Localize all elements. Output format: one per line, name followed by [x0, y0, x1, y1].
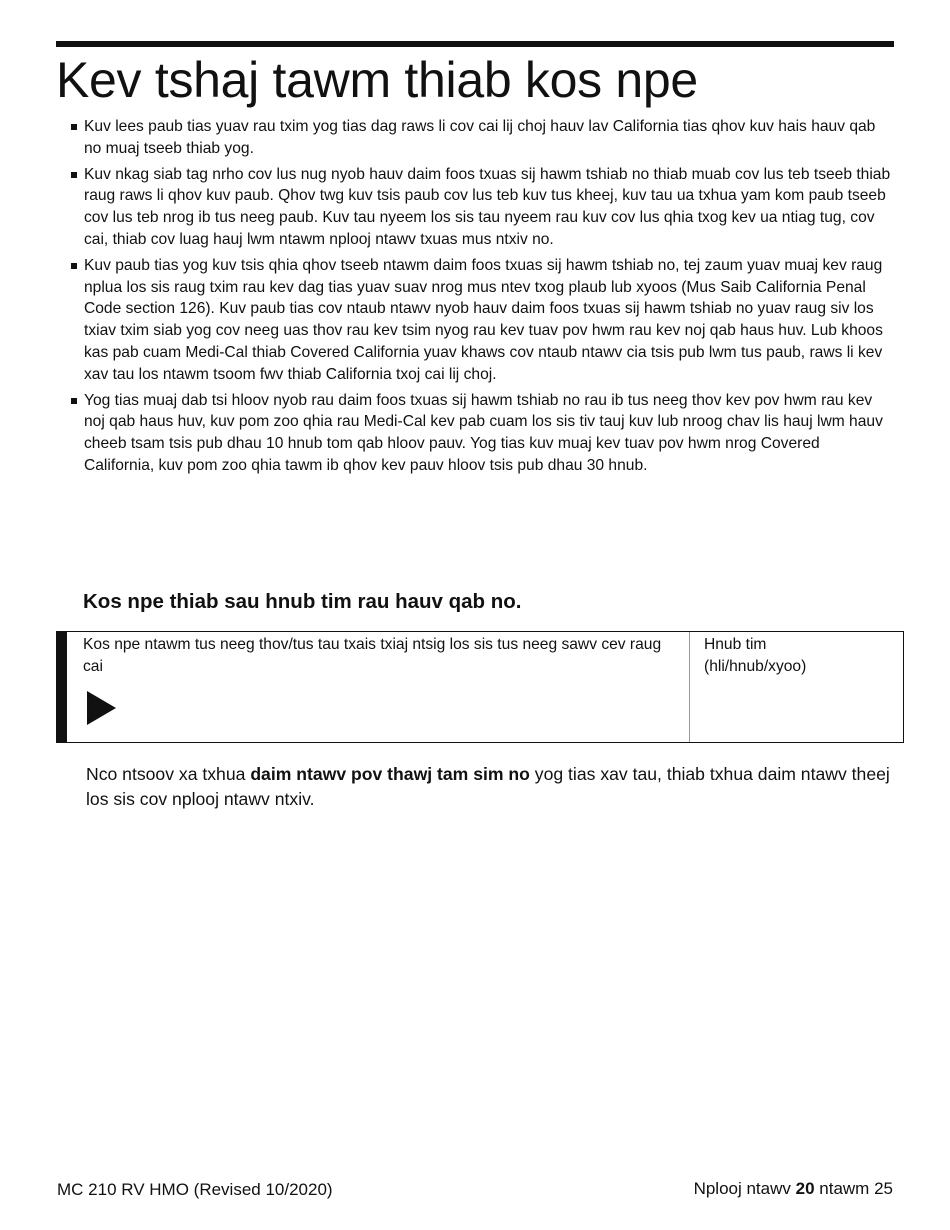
list-item-text: Kuv nkag siab tag nrho cov lus nug nyob hauv daim foos txuas sij hawm tshiab no thiab muab cov lus teb tseeb thiab raug raws li qhov kuv paub. Qhov twg kuv tsis paub cov lus teb kuv tus kheej, kuv tau ua txhua yam kom paub tseeb cov lus teb nrog ib tus neeg paub. Kuv tau nyeem los sis tau nyeem rau kuv cov lus qhia txog kev ua ntiag tug, cov cai, thiab cov luag hauj lwm ntawm nplooj ntawv txuas mus ntxiv no.: [84, 165, 891, 248]
list-item-text: Kuv lees paub tias yuav rau txim yog tias dag raws li cov cai lij choj hauv lav California tias qhov kuv hais hauv qab no muaj tseeb thiab yog.: [84, 118, 876, 157]
signature-label: Kos npe ntawm tus neeg thov/tus tau txais txiaj ntsig los sis tus neeg sawv cev raug cai: [83, 636, 662, 675]
list-item-text: Kuv paub tias yog kuv tsis qhia qhov tseeb ntawm daim foos txuas sij hawm tshiab no, tej zaum yuav muaj kev raug nplua los sis raug txim rau kev dag tias yuav suav nrog mus ntev txog plaub lub xyoos (Mus Saib California Penal Code section 126). Kuv paub tias cov ntaub ntawv nyob hauv daim foos txuas sij hawm tshiab no yuav raug siv los txiav txim siab yog cov neeg uas thov rau kev tsim nyog rau kev tuav pov hwm rau kev noj qab haus huv. Lub khoos kas pab cuam Medi-Cal thiab Covered California yuav khaws cov ntaub ntawv cia tsis pub lwm tus paub, raws li kev xav tau los ntawm tsoom fwv thiab California txoj cai lij choj.: [84, 256, 883, 383]
date-label: Hnub tim: [704, 636, 767, 653]
form-identifier: MC 210 RV HMO (Revised 10/2020): [57, 1180, 333, 1199]
page-middle: ntawm: [814, 1179, 875, 1198]
square-bullet-icon: [71, 263, 77, 269]
submission-note: [86, 762, 898, 811]
declaration-list: [56, 116, 892, 481]
date-field[interactable]: [704, 634, 884, 678]
list-item-text: Yog tias muaj dab tsi hloov nyob rau daim foos txuas sij hawm tshiab no rau ib tus neeg thov kev pov hwm rau kev noj qab haus huv, kuv pom zoo qhia rau Medi-Cal kev pab cuam los sis tiv tauj kuv lub nroog chav lis hauj lwm hauv cheeb tsam tsis pub dhau 10 hnub tom qab hloov pauv. Yog tias kuv muaj kev tuav pov hwm nrog Covered California, kuv pom zoo qhia tawm ib qhov kev pauv hloov tsis pub dhau 30 hnub.: [84, 391, 883, 474]
square-bullet-icon: [71, 124, 77, 130]
page-number: 20: [795, 1179, 815, 1198]
signature-box: [56, 631, 904, 743]
list-item: [56, 116, 892, 160]
list-item: [56, 255, 892, 386]
note-text-end: yog tias xav tau, thiab txhua daim ntawv theej los sis cov nplooj ntawv ntxiv.: [86, 764, 890, 809]
page-title: Kev tshaj tawm thiab kos npe: [56, 52, 698, 108]
square-bullet-icon: [71, 398, 77, 404]
list-item: [56, 164, 892, 251]
page-total: 25: [874, 1179, 893, 1198]
list-item: [56, 390, 892, 477]
square-bullet-icon: [71, 172, 77, 178]
title-rule: [56, 41, 894, 47]
date-format-label: (hli/hnub/xyoo): [704, 657, 807, 675]
signature-field[interactable]: [83, 634, 663, 678]
page-prefix: Nplooj ntawv: [693, 1179, 796, 1198]
note-text-bold: daim ntawv pov thawj tam sim no: [250, 764, 530, 784]
note-text-start: Nco ntsoov xa txhua: [86, 764, 251, 784]
signature-heading: Kos npe thiab sau hnub tim rau hauv qab no.: [83, 590, 522, 613]
column-divider: [689, 632, 690, 742]
sign-here-arrow-icon: [87, 691, 116, 725]
page-indicator: [694, 1178, 893, 1200]
